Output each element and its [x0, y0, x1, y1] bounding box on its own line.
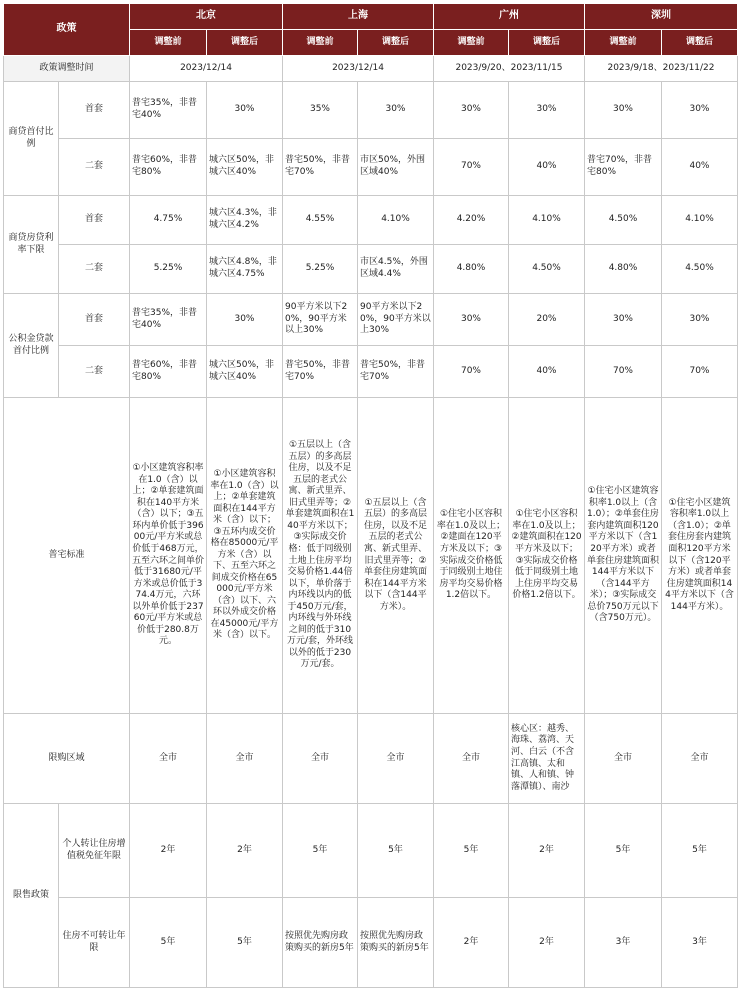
table-cell: 5年: [130, 898, 207, 988]
sub-label: 首套: [59, 294, 130, 346]
row-sale-transfer: [4, 898, 738, 988]
row-label: 普宅标准: [4, 398, 130, 714]
table-cell: 市区4.5%，外围区域4.4%: [358, 245, 434, 294]
table-cell: ①住宅小区容积率在1.0及以上；②建筑面积在120平方米及以下；③实际成交价格低于同级别土地上住房平均交易价格1.2倍以下。: [509, 398, 585, 714]
table-cell: 40%: [662, 139, 738, 196]
header-after: 调整后: [509, 30, 585, 56]
row-rate-first: [4, 196, 738, 245]
header-row-cities: [4, 4, 738, 30]
table-cell: 全市: [434, 714, 509, 804]
table-cell: 4.80%: [434, 245, 509, 294]
table-cell: 3年: [662, 898, 738, 988]
table-cell: 2年: [509, 898, 585, 988]
table-cell: 2年: [434, 898, 509, 988]
row-fund-second: [4, 346, 738, 398]
row-purchase: [4, 714, 738, 804]
table-cell: 4.75%: [130, 196, 207, 245]
table-cell: 4.50%: [662, 245, 738, 294]
table-cell: 70%: [662, 346, 738, 398]
row-label: 限售政策: [4, 804, 59, 988]
table-cell: 2年: [130, 804, 207, 898]
table-cell: 2年: [509, 804, 585, 898]
table-cell: 普宅35%，非普宅40%: [130, 82, 207, 139]
table-cell: 4.50%: [509, 245, 585, 294]
table-cell: ①住宅小区建筑容积率1.0以上（含1.0）；②单套住房套内建筑面积120平方米以下（含120平方米）或者单套住房建筑面积144平方米以下（含144平方米）；③实际成交总价750万元以下（含750万元）。: [585, 398, 662, 714]
table-cell: 5年: [662, 804, 738, 898]
row-rate-second: [4, 245, 738, 294]
table-cell: 2年: [207, 804, 283, 898]
policy-comparison-table: [3, 3, 738, 988]
table-cell: ①小区建筑容积率在1.0（含）以上；②单套建筑面积在144平方米（含）以下；③五环内成交价格在85000元/平方米（含）以下、五至六环之间成交价格在65000元/平方米（含）以下、六环以外成交价格在45000元/平方米（含）以下。: [207, 398, 283, 714]
table-cell: 20%: [509, 294, 585, 346]
row-adjust-time: [4, 56, 738, 82]
row-label: 公积金贷款首付比例: [4, 294, 59, 398]
table-cell: ①五层以上（含五层）的多高层住房，以及不足五层的老式公寓、新式里弄、旧式里弄等；②单套住房建筑面积在144平方米以下（含144平方米）。: [358, 398, 434, 714]
header-after: 调整后: [207, 30, 283, 56]
table-cell: 4.10%: [662, 196, 738, 245]
row-label: 商贷首付比例: [4, 82, 59, 196]
table-cell: 按照优先购房政策购买的新房5年: [358, 898, 434, 988]
header-after: 调整后: [358, 30, 434, 56]
table-cell: 城六区50%，非城六区40%: [207, 139, 283, 196]
row-label: 商贷房贷利率下限: [4, 196, 59, 294]
table-cell: 3年: [585, 898, 662, 988]
table-cell: 全市: [283, 714, 358, 804]
table-cell: 30%: [585, 294, 662, 346]
row-standard: [4, 398, 738, 714]
row-sale-vat: [4, 804, 738, 898]
table-cell: 普宅70%，非普宅80%: [585, 139, 662, 196]
table-cell: 70%: [434, 139, 509, 196]
table-cell: 5年: [207, 898, 283, 988]
table-cell: 全市: [585, 714, 662, 804]
table-cell: ①小区建筑容积率在1.0（含）以上；②单套建筑面积在140平方米（含）以下；③五环内单价低于39600元/平方米或总价低于468万元，五至六环之间单价低于31680元/平方米或总价低于374.4万元，六环以外单价低于23760元/平方米或总价低于280.8万元。: [130, 398, 207, 714]
table-cell: 全市: [358, 714, 434, 804]
table-cell: 70%: [434, 346, 509, 398]
table-cell: 普宅60%，非普宅80%: [130, 346, 207, 398]
sub-label: 首套: [59, 82, 130, 139]
table-cell: 城六区50%，非城六区40%: [207, 346, 283, 398]
table-cell: 5年: [585, 804, 662, 898]
table-cell: 4.10%: [509, 196, 585, 245]
table-cell: 全市: [662, 714, 738, 804]
sub-label: 个人转让住房增值税免征年限: [59, 804, 130, 898]
row-label: 限购区域: [4, 714, 130, 804]
table-cell: 5.25%: [283, 245, 358, 294]
table-cell: 90平方米以下20%，90平方米以上30%: [358, 294, 434, 346]
table-cell: 城六区4.8%，非城六区4.75%: [207, 245, 283, 294]
header-before: 调整前: [283, 30, 358, 56]
header-city-shenzhen: 深圳: [585, 4, 738, 30]
sub-label: 二套: [59, 346, 130, 398]
table-cell: 35%: [283, 82, 358, 139]
table-cell: ①住宅小区建筑容积率1.0以上（含1.0）；②单套住房套内建筑面积120平方米以下（含120平方米）或者单套住房建筑面积144平方米以下（含144平方米）。: [662, 398, 738, 714]
table-cell: 4.20%: [434, 196, 509, 245]
table-cell: 5年: [434, 804, 509, 898]
header-city-beijing: 北京: [130, 4, 283, 30]
table-cell: 30%: [207, 82, 283, 139]
table-cell: 30%: [662, 82, 738, 139]
table-cell: ①住宅小区容积率在1.0及以上；②建面在120平方米及以下；③实际成交价格低于同级别土地住房平均交易价格1.2倍以下。: [434, 398, 509, 714]
header-city-shanghai: 上海: [283, 4, 434, 30]
header-after: 调整后: [662, 30, 738, 56]
table-cell: 城六区4.3%，非城六区4.2%: [207, 196, 283, 245]
time-cell: 2023/12/14: [283, 56, 434, 82]
table-cell: ①五层以上（含五层）的多高层住房，以及不足五层的老式公寓、新式里弄、旧式里弄等；②单套建筑面积在140平方米以下；③实际成交价格：低于同级别土地上住房平均交易价格1.44倍以下，单价落于内环线以内的低于450万元/套，内环线与外环线之间的低于310万元/套，外环线以外的低于230万元/套。: [283, 398, 358, 714]
table-cell: 40%: [509, 139, 585, 196]
table-cell: 普宅50%，非普宅70%: [283, 139, 358, 196]
table-cell: 普宅50%，非普宅70%: [283, 346, 358, 398]
table-cell: 普宅35%，非普宅40%: [130, 294, 207, 346]
row-down-payment-first: [4, 82, 738, 139]
table-cell: 普宅50%，非普宅70%: [358, 346, 434, 398]
table-cell: 30%: [434, 82, 509, 139]
row-label: 政策调整时间: [4, 56, 130, 82]
table-cell: 5年: [283, 804, 358, 898]
table-cell: 4.55%: [283, 196, 358, 245]
table-cell: 普宅60%，非普宅80%: [130, 139, 207, 196]
sub-label: 二套: [59, 139, 130, 196]
table-cell: 全市: [207, 714, 283, 804]
table-cell: 30%: [509, 82, 585, 139]
sub-label: 住房不可转让年限: [59, 898, 130, 988]
time-cell: 2023/12/14: [130, 56, 283, 82]
header-before: 调整前: [434, 30, 509, 56]
header-before: 调整前: [130, 30, 207, 56]
table-cell: 4.80%: [585, 245, 662, 294]
table-cell: 市区50%，外围区域40%: [358, 139, 434, 196]
row-fund-first: [4, 294, 738, 346]
table-cell: 30%: [207, 294, 283, 346]
header-city-guangzhou: 广州: [434, 4, 585, 30]
sub-label: 二套: [59, 245, 130, 294]
table-cell: 5.25%: [130, 245, 207, 294]
table-cell: 5年: [358, 804, 434, 898]
sub-label: 首套: [59, 196, 130, 245]
row-down-payment-second: [4, 139, 738, 196]
table-cell: 70%: [585, 346, 662, 398]
time-cell: 2023/9/18、2023/11/22: [585, 56, 738, 82]
table-cell: 30%: [358, 82, 434, 139]
table-cell: 90平方米以下20%，90平方米以上30%: [283, 294, 358, 346]
table-cell: 4.50%: [585, 196, 662, 245]
header-before: 调整前: [585, 30, 662, 56]
table-cell: 核心区：越秀、海珠、荔湾、天河、白云（不含江高镇、太和镇、人和镇、钟落潭镇）、南沙: [509, 714, 585, 804]
time-cell: 2023/9/20、2023/11/15: [434, 56, 585, 82]
table-cell: 30%: [662, 294, 738, 346]
table-cell: 30%: [434, 294, 509, 346]
table-cell: 按照优先购房政策购买的新房5年: [283, 898, 358, 988]
header-policy: 政策: [4, 4, 130, 56]
table-cell: 40%: [509, 346, 585, 398]
table-cell: 4.10%: [358, 196, 434, 245]
table-cell: 30%: [585, 82, 662, 139]
table-cell: 全市: [130, 714, 207, 804]
